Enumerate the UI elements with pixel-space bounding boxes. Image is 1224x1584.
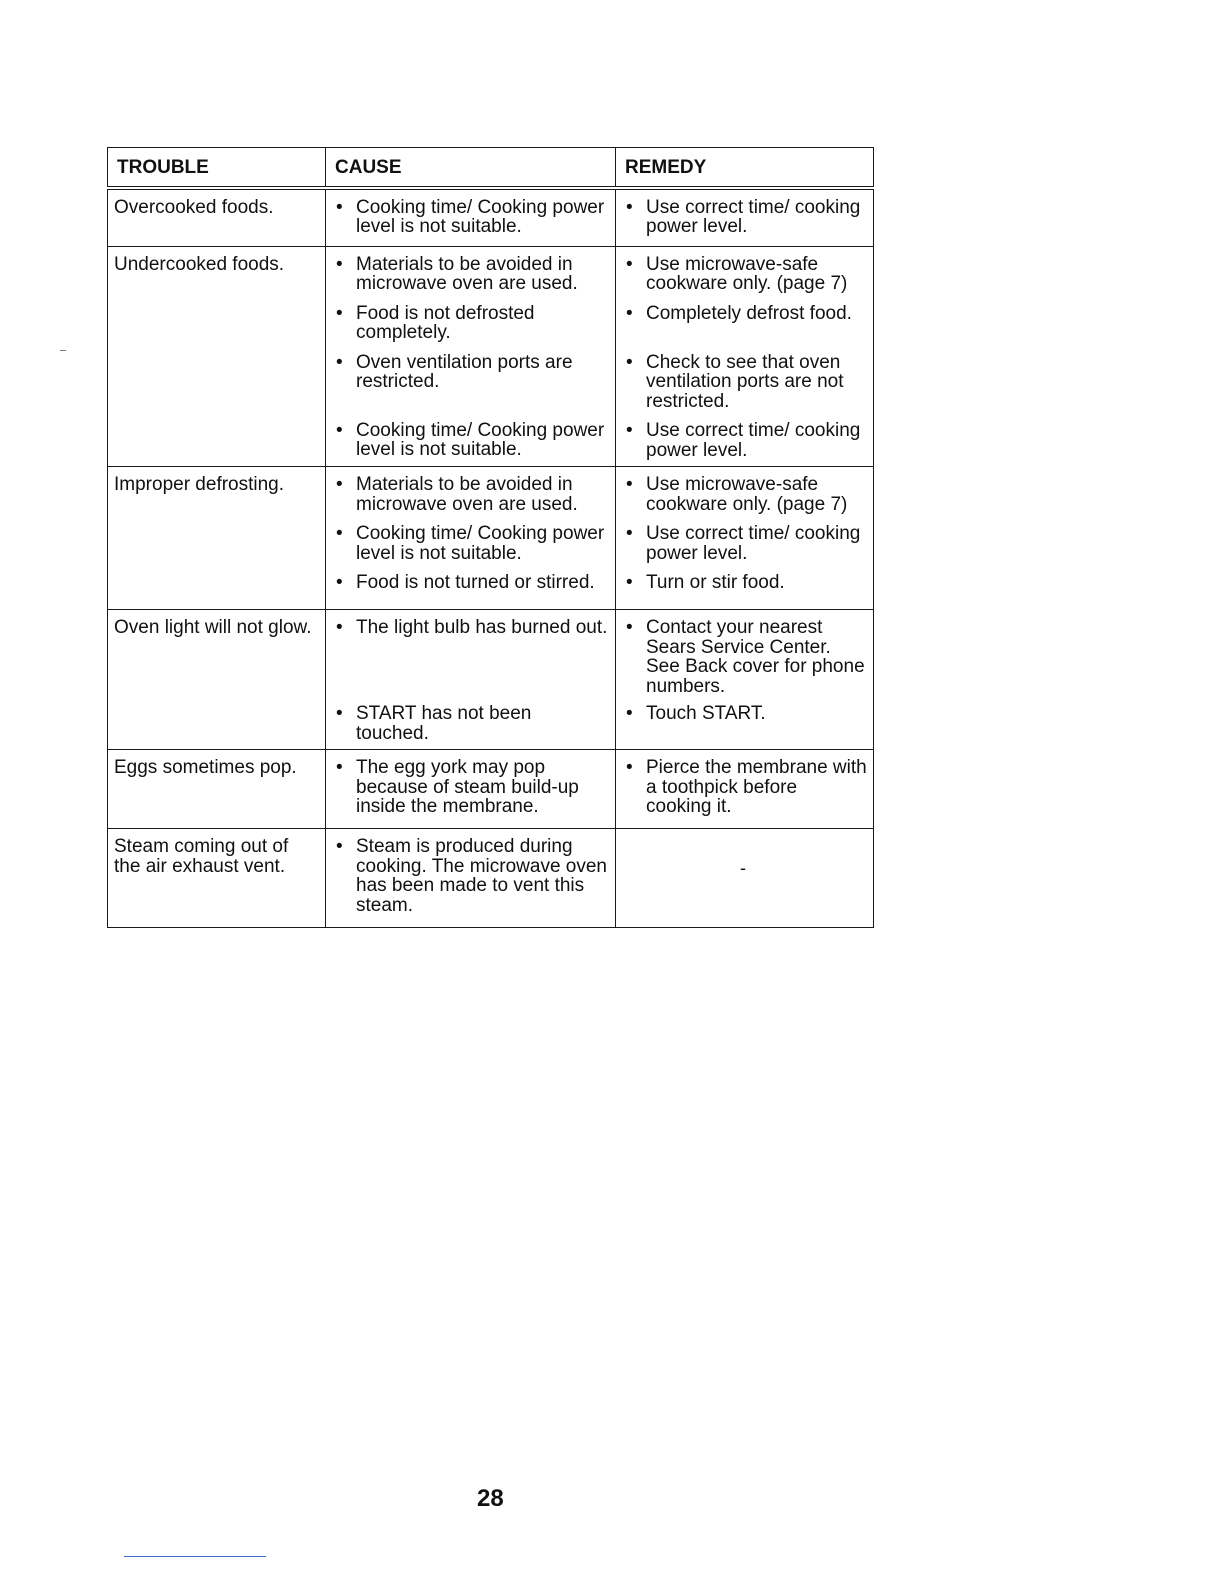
table-row [108,188,874,247]
cause-item: • Cooking time/ Cooking power level is not suitable. [332,421,609,460]
header-remedy: REMEDY [616,148,874,188]
table-row [108,246,874,467]
cause-cell [326,188,616,247]
cause-item: • Cooking time/ Cooking power level is not suitable. [332,198,609,237]
remedy-item: • Use microwave-safe cookware only. (page 7) [622,475,867,514]
cause-item: • Materials to be avoided in microwave oven are used. [332,475,609,514]
remedy-list [622,758,867,817]
cause-item: • The egg york may pop because of steam build-up inside the membrane. [332,758,609,817]
table-row [108,750,874,829]
trouble-cell: Undercooked foods. [108,246,326,467]
cause-cell [326,467,616,610]
header-cause: CAUSE [326,148,616,188]
cause-list [332,255,609,460]
remedy-item: • Contact your nearest Sears Service Center. See Back cover for phone numbers. [622,618,867,696]
page-number: 28 [477,1485,504,1512]
remedy-item: • Use correct time/ cooking power level. [622,421,867,460]
cause-list [332,618,609,743]
remedy-list [622,255,867,461]
remedy-cell [616,246,874,467]
remedy-list [622,198,867,237]
cause-item: • Oven ventilation ports are restricted. [332,353,609,411]
trouble-cell: Improper defrosting. [108,467,326,610]
cause-list [332,758,609,817]
remedy-item: • Pierce the membrane with a toothpick before cooking it. [622,758,867,817]
table-row [108,829,874,928]
remedy-item: • Use correct time/ cooking power level. [622,198,867,237]
cause-cell [326,610,616,750]
remedy-item: • Use correct time/ cooking power level. [622,524,867,563]
cause-cell [326,750,616,829]
margin-tick-mark [60,350,66,351]
cause-list [332,198,609,237]
remedy-cell [616,188,874,247]
remedy-item: • Check to see that oven ventilation ports are not restricted. [622,353,867,412]
bottom-rule-divider [124,1556,266,1557]
table-header-row [108,148,874,188]
cause-item: • The light bulb has burned out. [332,618,609,696]
trouble-cell: Steam coming out of the air exhaust vent. [108,829,326,928]
remedy-item: • Use microwave-safe cookware only. (page 7) [622,255,867,294]
table-row [108,467,874,610]
remedy-list [622,475,867,593]
remedy-item: • Completely defrost food. [622,304,867,343]
cause-item: • Food is not defrosted completely. [332,304,609,343]
cause-item: • Materials to be avoided in microwave oven are used. [332,255,609,294]
cause-item: • Cooking time/ Cooking power level is not suitable. [332,524,609,563]
cause-item: • Food is not turned or stirred. [332,573,609,593]
remedy-cell [616,467,874,610]
cause-cell [326,246,616,467]
remedy-blank-mark: - [740,858,746,878]
cause-list [332,475,609,593]
cause-item: • Steam is produced during cooking. The microwave oven has been made to vent this steam. [332,837,609,915]
remedy-item: • Touch START. [622,704,867,724]
troubleshooting-table [107,147,874,928]
trouble-cell: Oven light will not glow. [108,610,326,750]
header-trouble: TROUBLE [108,148,326,188]
remedy-cell [616,610,874,750]
table-row [108,610,874,750]
remedy-cell [616,750,874,829]
remedy-item: • Turn or stir food. [622,573,867,593]
cause-list [332,837,609,915]
cause-item: • START has not been touched. [332,704,609,743]
trouble-cell: Eggs sometimes pop. [108,750,326,829]
trouble-cell: Overcooked foods. [108,188,326,247]
cause-cell [326,829,616,928]
remedy-list [622,618,867,724]
